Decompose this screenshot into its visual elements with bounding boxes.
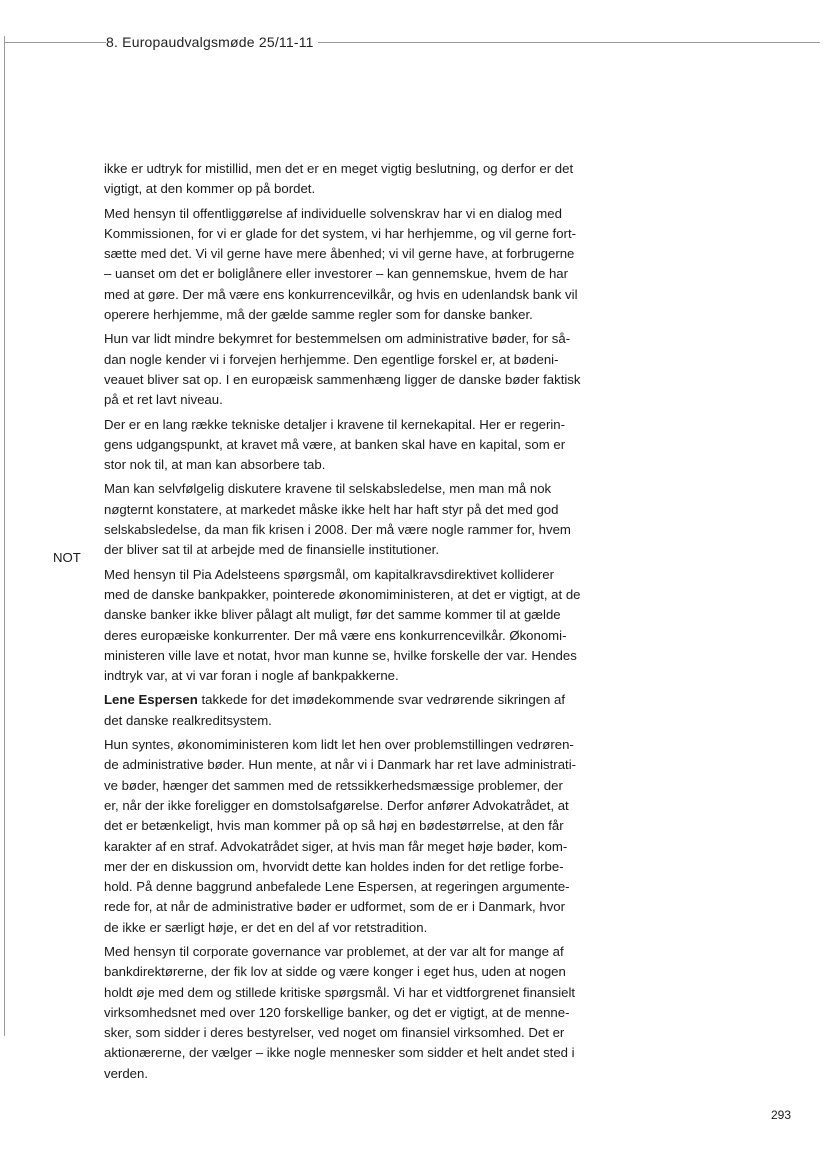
speaker-name: Lene Espersen — [104, 692, 198, 708]
text-line: rede for, at når de administrative bøder er udformet, som de er i Danmark, hvor — [104, 899, 566, 915]
text-line: gens udgangspunkt, at kravet må være, at banken skal have en kapital, som er — [104, 436, 566, 452]
paragraph — [104, 942, 590, 1084]
text-line: Hun syntes, økonomiministeren kom lidt let hen over problemstillingen vedrøren- — [104, 737, 574, 753]
text-line: nøgternt konstatere, at markedet måske ikke helt har haft styr på det med god — [104, 501, 559, 517]
text-line: sætte med det. Vi vil gerne have mere åbenhed; vi vil gerne have, at forbrugerne — [104, 246, 575, 262]
text-line: dan nogle kender vi i forvejen herhjemme. Den egentlige forskel er, at bødeni- — [104, 351, 559, 367]
text-line: Der er en lang række tekniske detaljer i kravene til kernekapital. Her er regerin- — [104, 416, 566, 432]
paragraph — [104, 329, 590, 410]
text-line: indtryk var, at vi var foran i nogle af bankpakkerne. — [104, 668, 399, 684]
body-text — [104, 159, 590, 1088]
left-margin-rule — [4, 36, 5, 1036]
text-line: hold. På denne baggrund anbefalede Lene Espersen, at regeringen argumente- — [104, 879, 570, 895]
text-line: Kommissionen, for vi er glade for det system, vi har herhjemme, og vil gerne fort- — [104, 225, 577, 241]
text-line: karakter af en straf. Advokatrådet siger, at hvis man får meget høje bøder, kom- — [104, 838, 568, 854]
running-header: 8. Europaudvalgsmøde 25/11-11 — [106, 34, 318, 50]
paragraph — [104, 735, 590, 938]
text-line: deres europæiske konkurrenter. Der må være ens konkurrencevilkår. Økonomi- — [104, 627, 567, 643]
text-line: de ikke er særligt høje, er det en del af vor retstradition. — [104, 919, 428, 935]
text-line: Man kan selvfølgelig diskutere kravene til selskabsledelse, men man må nok — [104, 481, 552, 497]
text-line: aktionærerne, der vælger – ikke nogle mennesker som sidder et helt andet sted i — [104, 1045, 575, 1061]
text-line: det danske realkreditsystem. — [104, 712, 272, 728]
text-line: ve bøder, hænger det sammen med de retssikkerhedsmæssige problemer, der — [104, 777, 563, 793]
text-line: der bliver sat til at arbejde med de finansielle institutioner. — [104, 542, 439, 558]
text-line: det er betænkeligt, hvis man kommer på op så høj en bødestørrelse, at den får — [104, 818, 564, 834]
speaker-line-text: takkede for det imødekommende svar vedrørende sikringen af — [197, 692, 566, 708]
paragraph — [104, 565, 590, 687]
paragraph — [104, 159, 590, 200]
text-line: stor nok til, at man kan absorbere tab. — [104, 457, 326, 473]
text-line: mer der en diskussion om, hvorvidt dette kan holdes inden for det retlige forbe- — [104, 858, 564, 874]
text-line: er, når der ikke foreligger en domstolsafgørelse. Derfor anfører Advokatrådet, at — [104, 797, 569, 813]
text-line: med de danske bankpakker, pointerede økonomiministeren, at det er vigtigt, at de — [104, 586, 581, 602]
text-line: ikke er udtryk for mistillid, men det er en meget vigtig beslutning, og derfor er det — [104, 161, 574, 176]
paragraph — [104, 415, 590, 476]
text-line: Hun var lidt mindre bekymret for bestemmelsen om administrative bøder, for så- — [104, 331, 571, 347]
text-line: på et ret lavt niveau. — [104, 392, 223, 408]
text-line: danske banker ikke bliver pålagt alt muligt, før det samme kommer til at gælde — [104, 607, 561, 623]
paragraph — [104, 479, 590, 560]
text-line: Med hensyn til Pia Adelsteens spørgsmål, om kapitalkravsdirektivet kolliderer — [104, 566, 555, 582]
text-line: – uanset om det er boliglånere eller investorer – kan gennemskue, hvem de har — [104, 266, 569, 282]
text-line: sker, som sidder i deres bestyrelser, ved noget om finansiel virksomhed. Det er — [104, 1025, 565, 1041]
text-line: ministeren ville lave et notat, hvor man kunne se, hvilke forskelle der var. Hendes — [104, 647, 577, 663]
text-line: operere herhjemme, må der gælde samme regler som for danske banker. — [104, 307, 533, 323]
text-line: vigtigt, at den kommer op på bordet. — [104, 181, 316, 197]
text-line: Med hensyn til corporate governance var problemet, at der var alt for mange af — [104, 943, 564, 959]
text-line: med at gøre. Der må være ens konkurrencevilkår, og hvis en udenlandsk bank vil — [104, 286, 578, 302]
text-line: holdt øje med dem og stillede kritiske spørgsmål. Vi har et vidtforgrenet finansielt — [104, 984, 576, 1000]
text-line: de administrative bøder. Hun mente, at når vi i Danmark har ret lave administrati- — [104, 757, 577, 773]
text-line — [104, 690, 590, 710]
text-line: Med hensyn til offentliggørelse af individuelle solvenskrav har vi en dialog med — [104, 205, 562, 221]
text-line: bankdirektørerne, der fik lov at sidde og være konger i eget hus, uden at nogen — [104, 964, 566, 980]
text-line: virksomhedsnet med over 120 forskellige banker, og det er vigtigt, at de menne- — [104, 1004, 570, 1020]
text-line: veauet bliver sat op. I en europæisk sammenhæng ligger de danske bøder faktisk — [104, 371, 581, 387]
paragraph — [104, 204, 590, 326]
page-number: 293 — [771, 1108, 792, 1122]
text-line: verden. — [104, 1065, 148, 1081]
text-line: selskabsledelse, da man fik krisen i 2008. Der må være nogle rammer for, hvem — [104, 522, 571, 538]
paragraph — [104, 690, 590, 731]
margin-note: NOT — [53, 550, 81, 565]
